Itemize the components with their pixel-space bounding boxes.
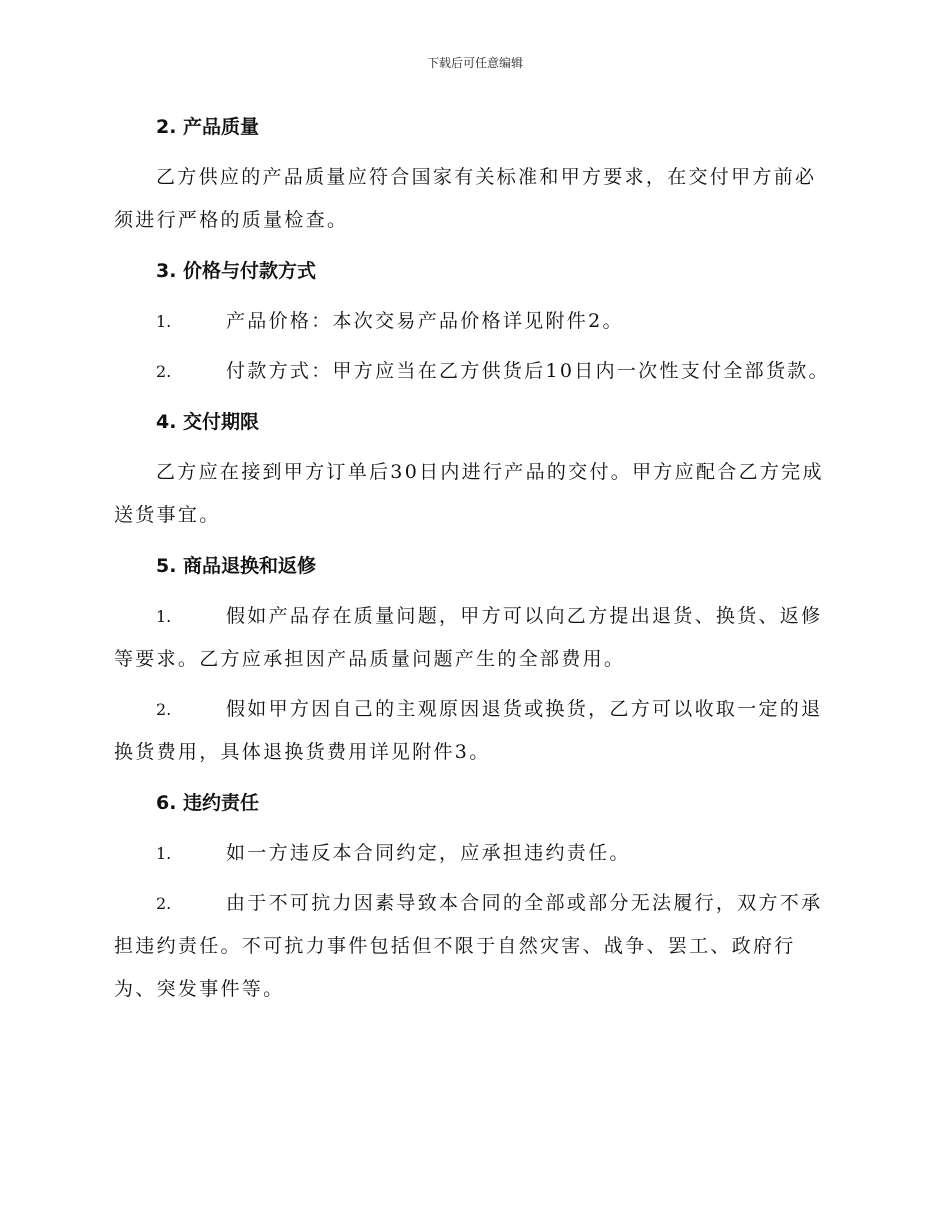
list-item-text: 由于不可抗力因素导致本合同的全部或部分无法履行，双方不承担违约责任。不可抗力事件包括但不限于自然灾害、战争、罢工、政府行为、突发事件等。	[114, 892, 823, 1000]
list-item	[114, 688, 836, 774]
list-item	[114, 300, 836, 343]
list-item	[114, 882, 836, 1011]
list-item	[114, 832, 836, 875]
list-item-number: 1.	[156, 312, 172, 331]
list-item-number: 2.	[156, 700, 172, 719]
section-heading-returns: 5. 商品退换和返修	[156, 555, 317, 577]
list-item-number: 1.	[156, 844, 172, 863]
list-item-text: 付款方式：甲方应当在乙方供货后10日内一次性支付全部货款。	[226, 360, 830, 382]
document-body	[114, 112, 836, 1011]
list-item-text: 产品价格：本次交易产品价格详见附件2。	[226, 310, 624, 332]
list-item	[114, 595, 836, 681]
section-heading-liability: 6. 违约责任	[156, 792, 260, 814]
list-item	[114, 350, 836, 393]
paragraph-delivery: 乙方应在接到甲方订单后30日内进行产品的交付。甲方应配合乙方完成送货事宜。	[114, 461, 824, 526]
section-heading-delivery: 4. 交付期限	[156, 411, 260, 433]
list-item-number: 2.	[156, 894, 172, 913]
list-item-number: 1.	[156, 607, 172, 626]
page-header: 下载后可任意编辑	[426, 56, 523, 70]
paragraph-quality: 乙方供应的产品质量应符合国家有关标准和甲方要求，在交付甲方前必须进行严格的质量检查。	[114, 166, 817, 231]
list-item-number: 2.	[156, 362, 172, 381]
list-item-text: 假如甲方因自己的主观原因退货或换货，乙方可以收取一定的退换货费用，具体退换货费用详见附件3。	[114, 698, 823, 763]
section-heading-quality: 2. 产品质量	[156, 116, 260, 138]
section-heading-price-payment: 3. 价格与付款方式	[156, 260, 317, 282]
list-item-text: 如一方违反本合同约定，应承担违约责任。	[226, 842, 631, 864]
list-item-text: 假如产品存在质量问题，甲方可以向乙方提出退货、换货、返修等要求。乙方应承担因产品质量问题产生的全部费用。	[114, 605, 823, 670]
